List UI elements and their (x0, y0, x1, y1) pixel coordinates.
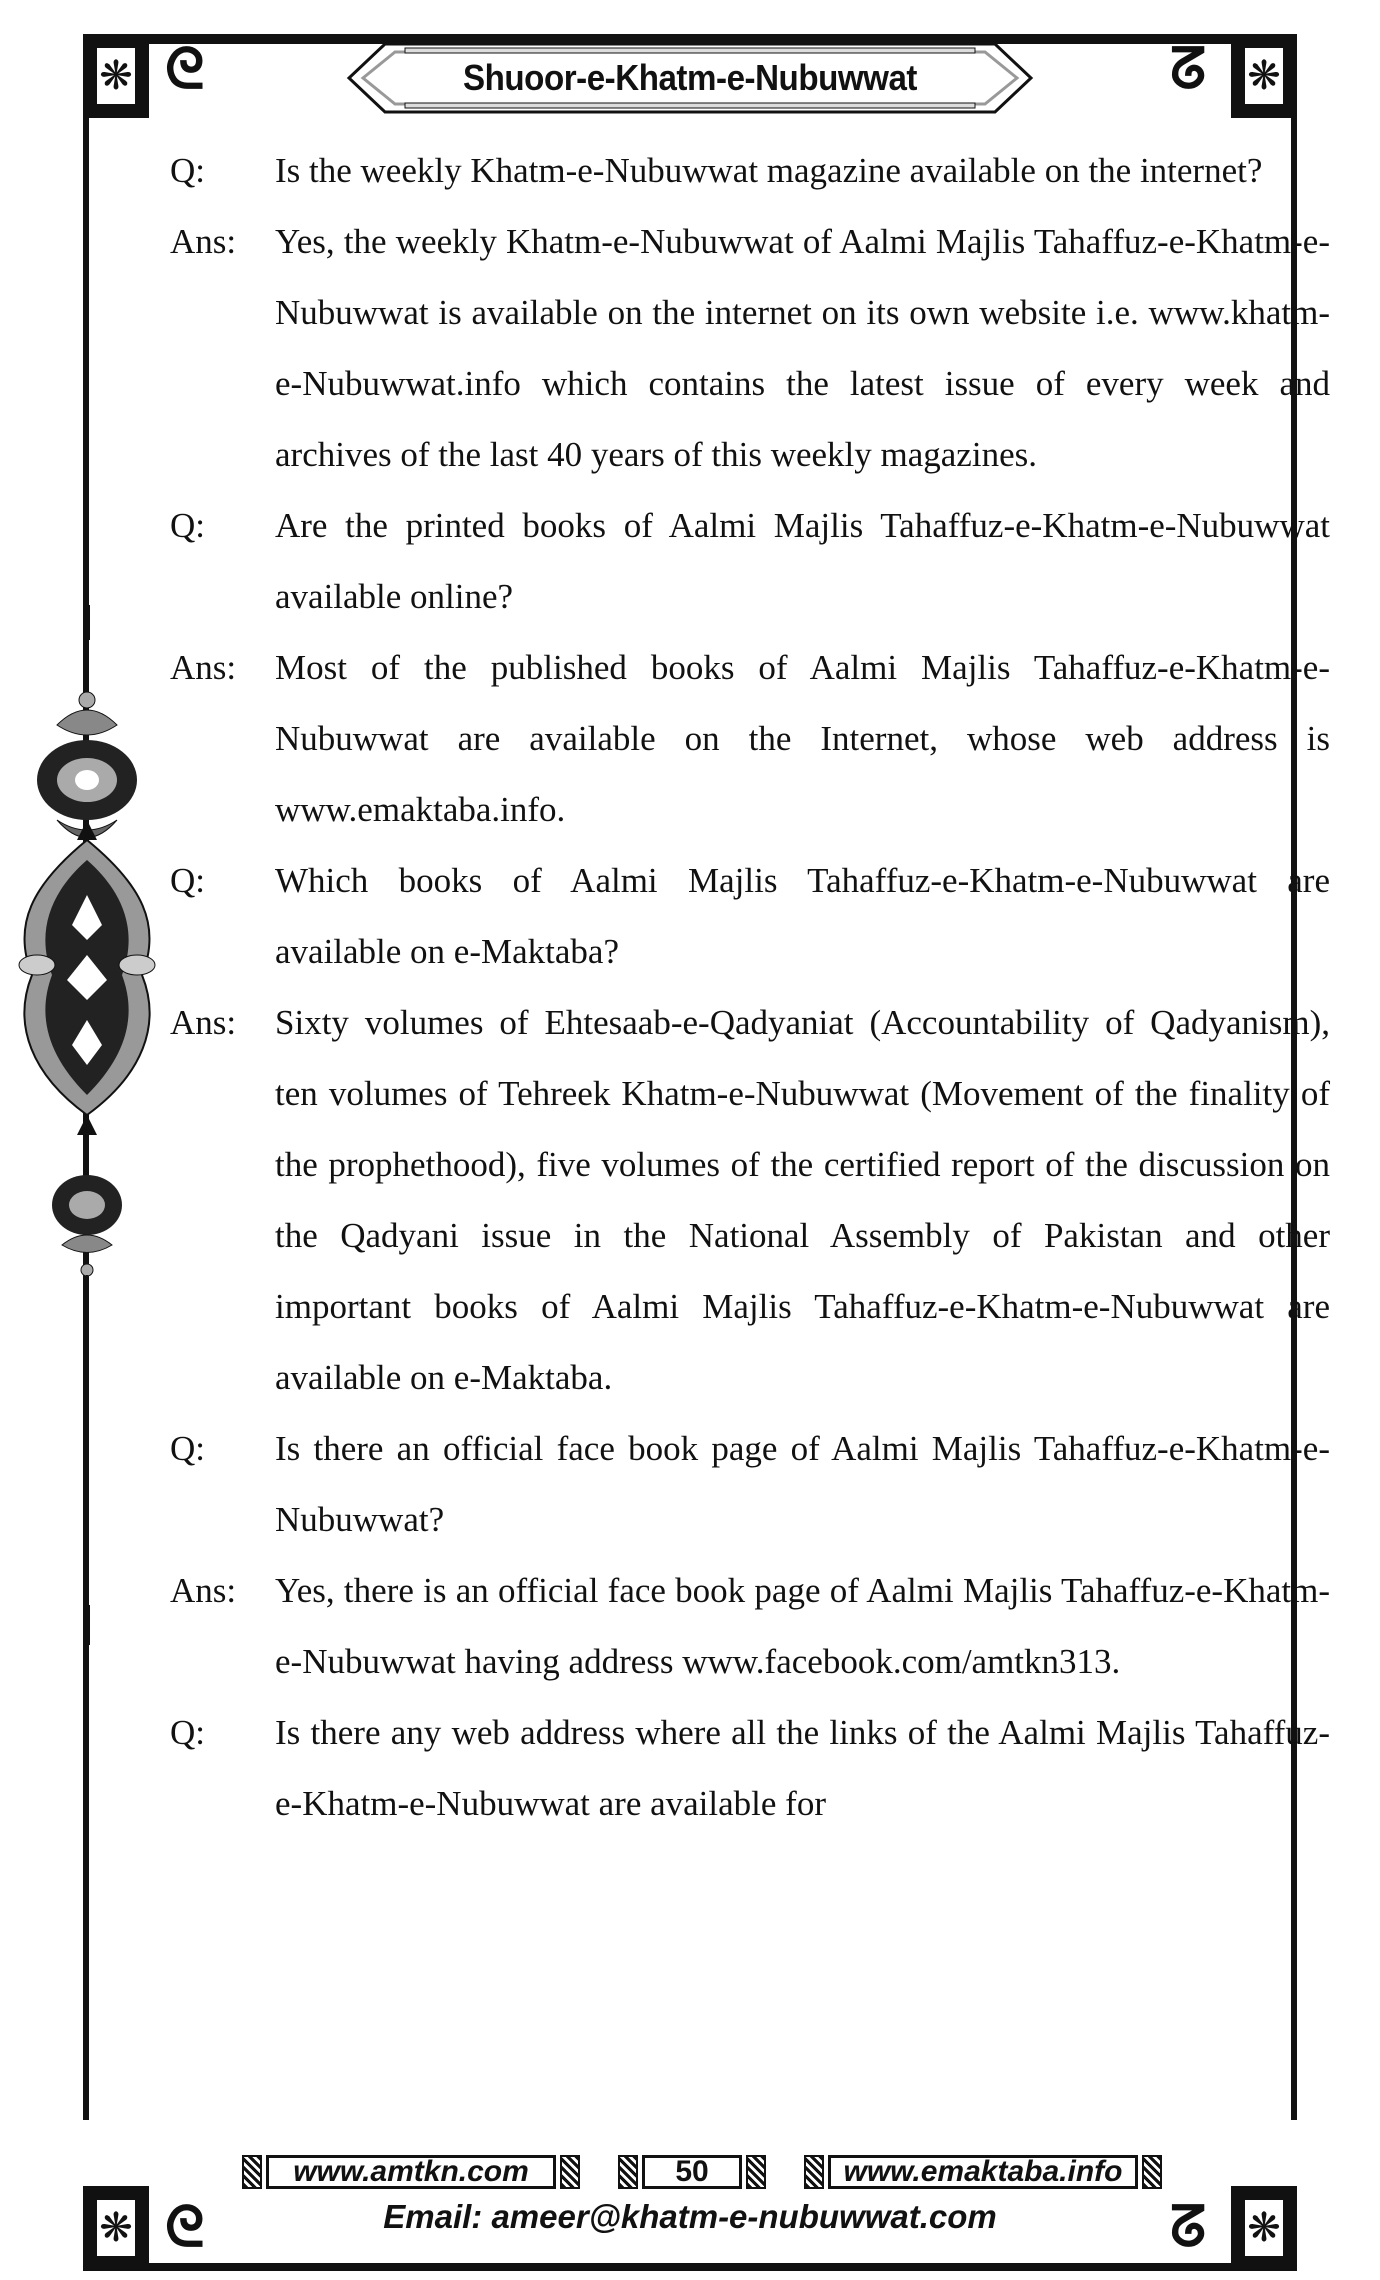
qa-content (170, 135, 1330, 1839)
corner-ornament-bottom-left (83, 2186, 149, 2270)
qa-item (170, 206, 1330, 490)
ornament-square-icon (242, 2155, 262, 2189)
flower-ornament-icon: ❋ (95, 2198, 137, 2258)
scroll-ornament-icon: ᘔ (1170, 2197, 1207, 2259)
qa-label: Q: (170, 151, 205, 190)
qa-label: Ans: (170, 1003, 237, 1042)
ornament-square-icon (618, 2155, 638, 2189)
footer-link-amtkn[interactable]: www.amtkn.com (266, 2155, 556, 2189)
qa-item (170, 845, 1330, 987)
qa-text: Are the printed books of Aalmi Majlis Tahaffuz-e-Khatm-e-Nubuwwat available online? (275, 506, 1330, 616)
qa-text: Which books of Aalmi Majlis Tahaffuz-e-Khatm-e-Nubuwwat are available on e-Maktaba? (275, 861, 1330, 971)
qa-item (170, 490, 1330, 632)
qa-text: Sixty volumes of Ehtesaab-e-Qadyaniat (Accountability of Qadyanism), ten volumes of Tehreek Khatm-e-Nubuwwat (Movement of the finality of the prophethood), five volumes of the certified report of the discussion on the Qadyani issue in the National Assembly of Pakistan and other important books of Aalmi Majlis Tahaffuz-e-Khatm-e-Nubuwwat are available on e-Maktaba. (275, 1003, 1330, 1397)
qa-item (170, 1555, 1330, 1697)
qa-label: Q: (170, 861, 205, 900)
ornament-square-icon (746, 2155, 766, 2189)
frame-bottom-border (83, 2263, 1297, 2271)
qa-label: Ans: (170, 648, 237, 687)
qa-label: Q: (170, 506, 205, 545)
footer-link-emaktaba[interactable]: www.emaktaba.info (828, 2155, 1138, 2189)
footer-email[interactable]: Email: ameer@khatm-e-nubuwwat.com (383, 2198, 997, 2235)
qa-item (170, 1413, 1330, 1555)
qa-text: Yes, the weekly Khatm-e-Nubuwwat of Aalmi Majlis Tahaffuz-e-Khatm-e-Nubuwwat is available on the internet on its own website i.e. www.khatm-e-Nubuwwat.info which contains the latest issue of every week and archives of the last 40 years of this weekly magazines. (275, 222, 1330, 474)
qa-item (170, 1697, 1330, 1839)
qa-item (170, 987, 1330, 1413)
flower-ornament-icon: ❋ (1243, 46, 1285, 106)
scroll-ornament-icon: ᘓ (165, 39, 205, 101)
qa-item (170, 135, 1330, 206)
qa-text: Most of the published books of Aalmi Majlis Tahaffuz-e-Khatm-e-Nubuwwat are available on the Internet, whose web address is www.emaktaba.info. (275, 648, 1330, 829)
scroll-ornament-icon: ᘓ (165, 2197, 205, 2259)
floral-vine-ornament-icon (12, 605, 162, 1645)
corner-ornament-top-right (1231, 34, 1297, 118)
qa-label: Ans: (170, 1571, 237, 1610)
qa-text: Is the weekly Khatm-e-Nubuwwat magazine available on the internet? (275, 151, 1263, 190)
qa-text: Is there an official face book page of Aalmi Majlis Tahaffuz-e-Khatm-e-Nubuwwat? (275, 1429, 1330, 1539)
page-title: Shuoor-e-Khatm-e-Nubuwwat (463, 57, 917, 98)
ornament-square-icon (804, 2155, 824, 2189)
corner-ornament-top-left (83, 34, 149, 118)
ornament-square-icon (560, 2155, 580, 2189)
flower-ornament-icon: ❋ (95, 46, 137, 106)
qa-item (170, 632, 1330, 845)
scroll-ornament-icon: ᘔ (1170, 39, 1207, 101)
flower-ornament-icon: ❋ (1243, 2198, 1285, 2258)
footer-links (238, 2152, 1218, 2192)
page-number: 50 (642, 2155, 742, 2189)
qa-text: Is there any web address where all the links of the Aalmi Majlis Tahaffuz-e-Khatm-e-Nubuwwat are available for (275, 1713, 1330, 1823)
qa-label: Ans: (170, 222, 237, 261)
qa-label: Q: (170, 1429, 205, 1468)
qa-text: Yes, there is an official face book page of Aalmi Majlis Tahaffuz-e-Khatm-e-Nubuwwat having address www.facebook.com/amtkn313. (275, 1571, 1330, 1681)
ornament-square-icon (1142, 2155, 1162, 2189)
page-title-banner (345, 38, 1035, 118)
corner-ornament-bottom-right (1231, 2186, 1297, 2270)
qa-label: Q: (170, 1713, 205, 1752)
